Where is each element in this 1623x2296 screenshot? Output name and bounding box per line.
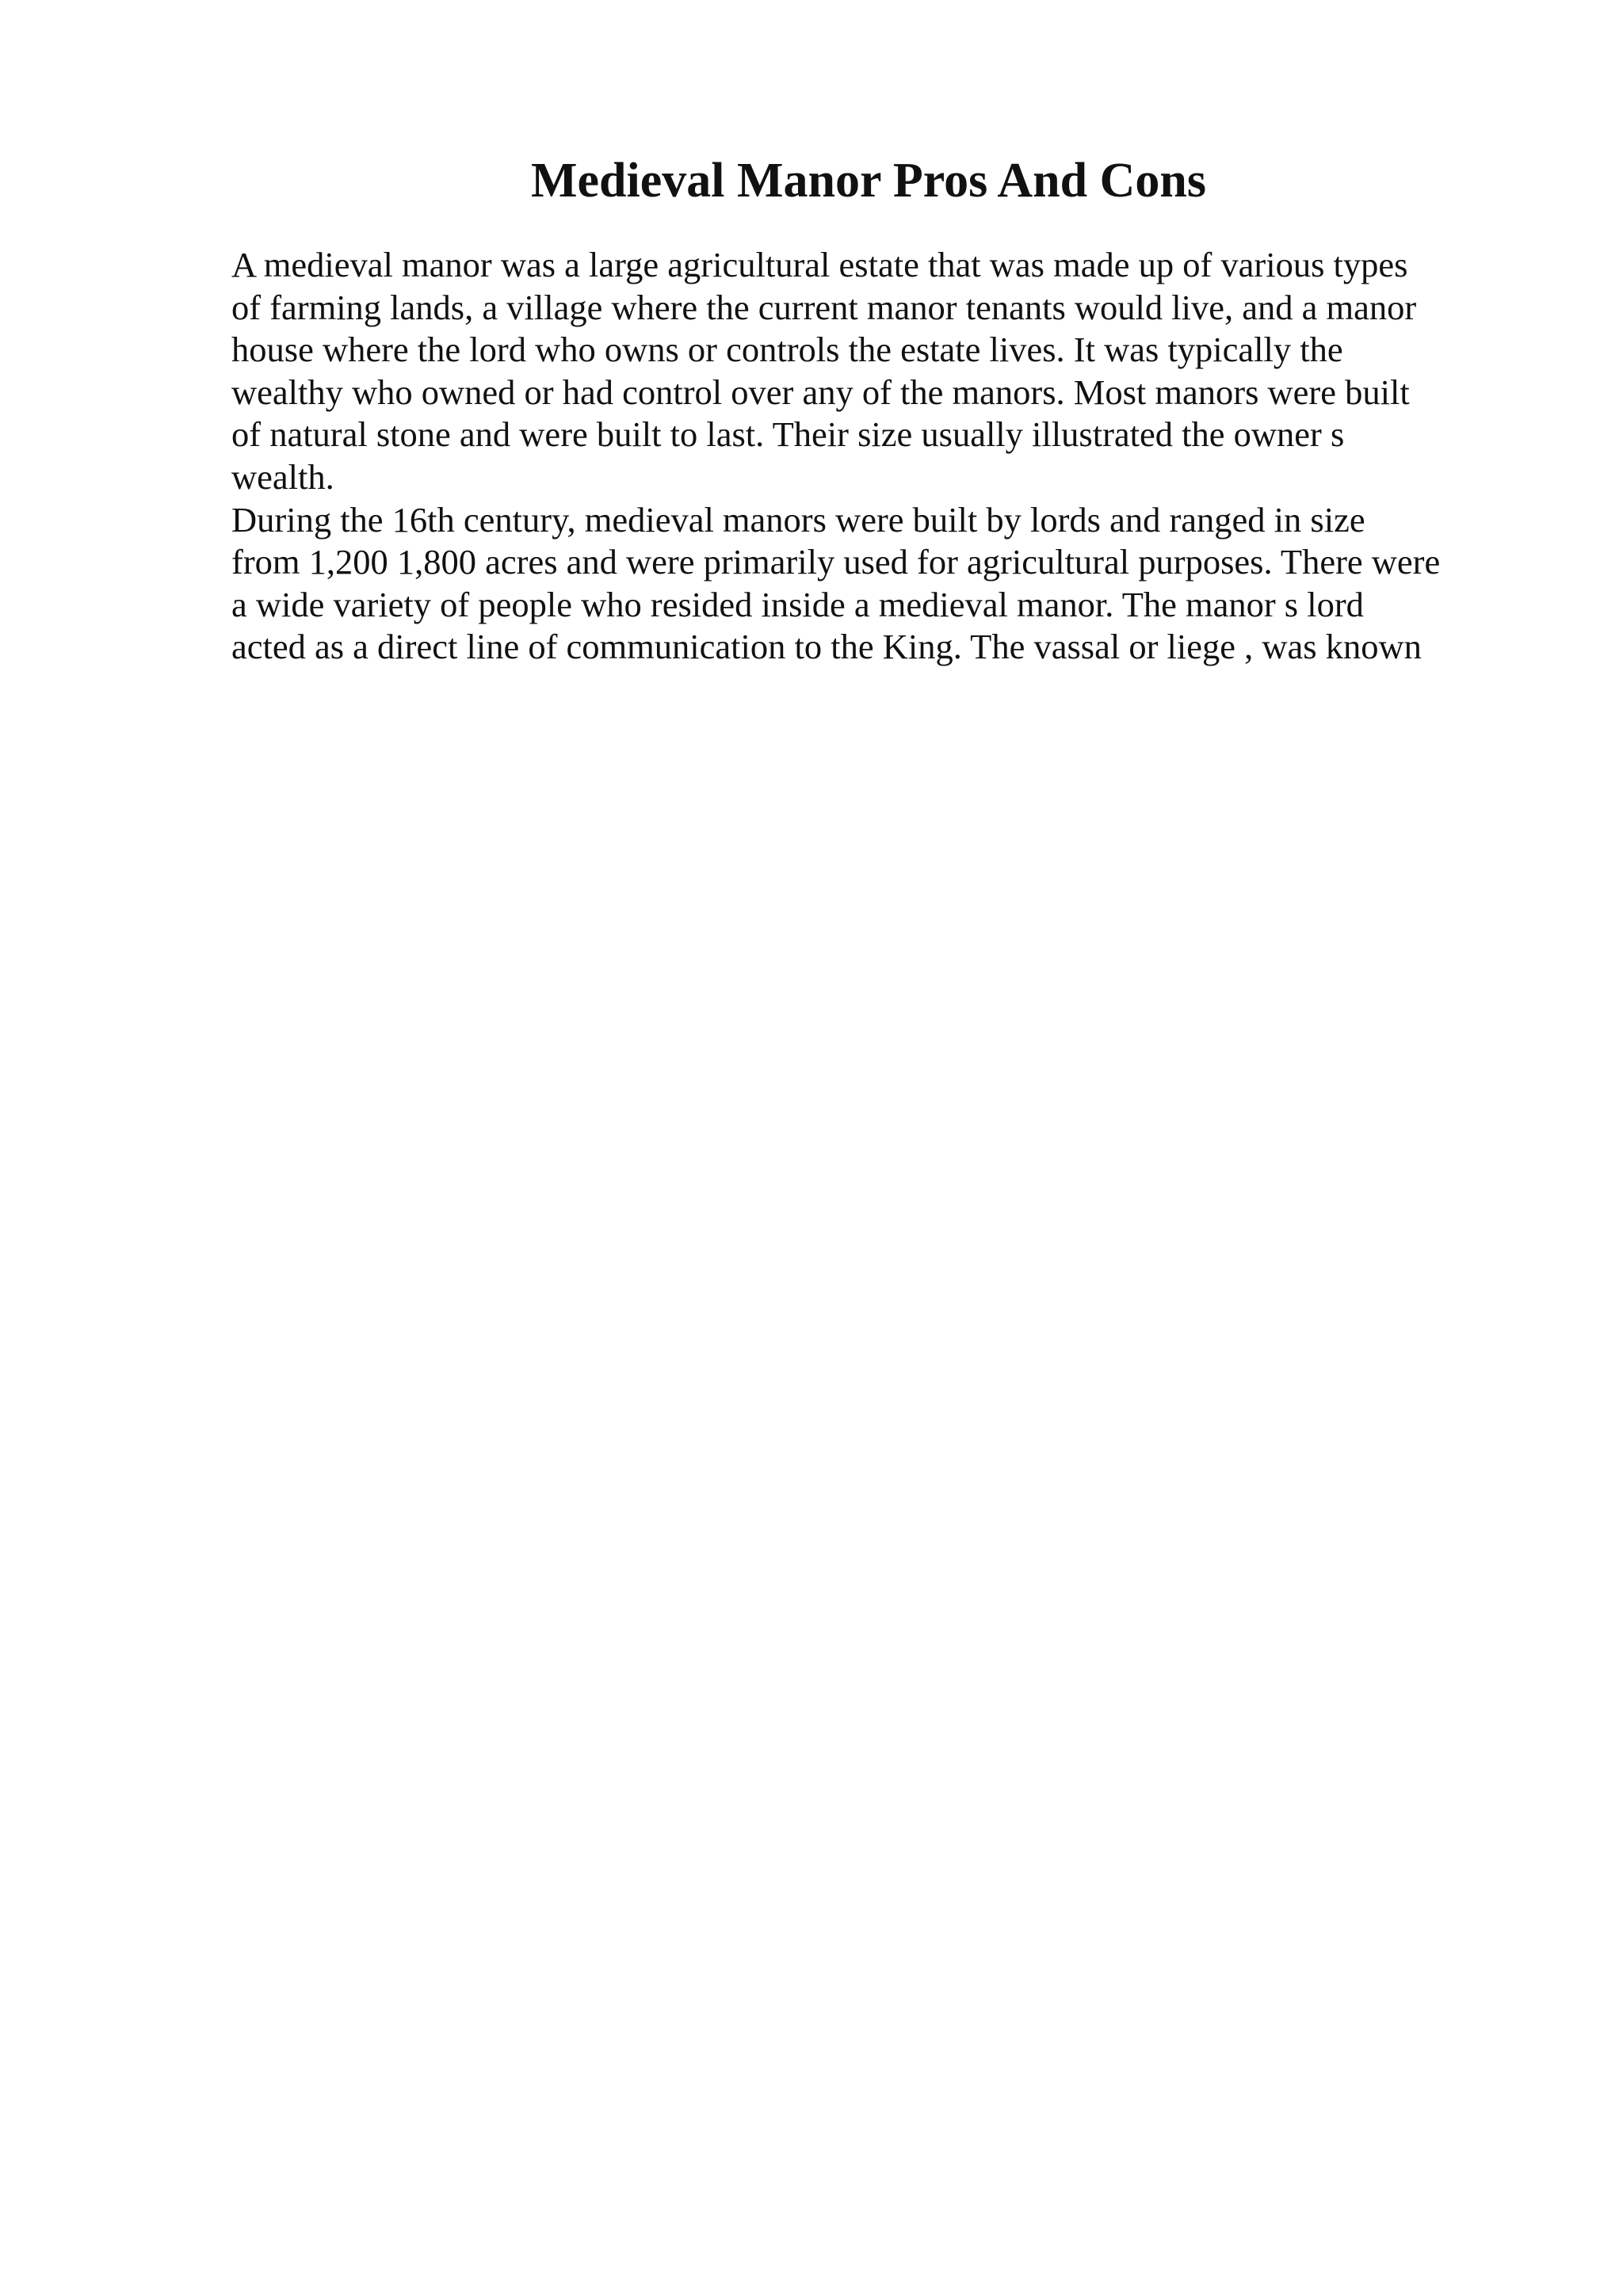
body-line: During the 16th century, medieval manors were built by lords and ranged in size (231, 499, 1365, 540)
body-line: of farming lands, a village where the current manor tenants would live, and a manor (231, 287, 1417, 327)
body-line: wealth. (231, 456, 334, 497)
body-line: wealthy who owned or had control over any of the manors. Most manors were built (231, 372, 1410, 412)
document-title: Medieval Manor Pros And Cons (531, 154, 1206, 208)
body-line: house where the lord who owns or controls the estate lives. It was typically the (231, 330, 1343, 370)
body-line: acted as a direct line of communication to the King. The vassal or liege , was known (231, 627, 1422, 667)
body-line: of natural stone and were built to last. Their size usually illustrated the owner s (231, 414, 1345, 455)
body-line: from 1,200 1,800 acres and were primarily used for agricultural purposes. There were (231, 542, 1441, 582)
body-line: A medieval manor was a large agricultural estate that was made up of various types (231, 245, 1408, 284)
body-line: a wide variety of people who resided inside a medieval manor. The manor s lord (231, 584, 1364, 624)
document-body (231, 244, 1547, 669)
